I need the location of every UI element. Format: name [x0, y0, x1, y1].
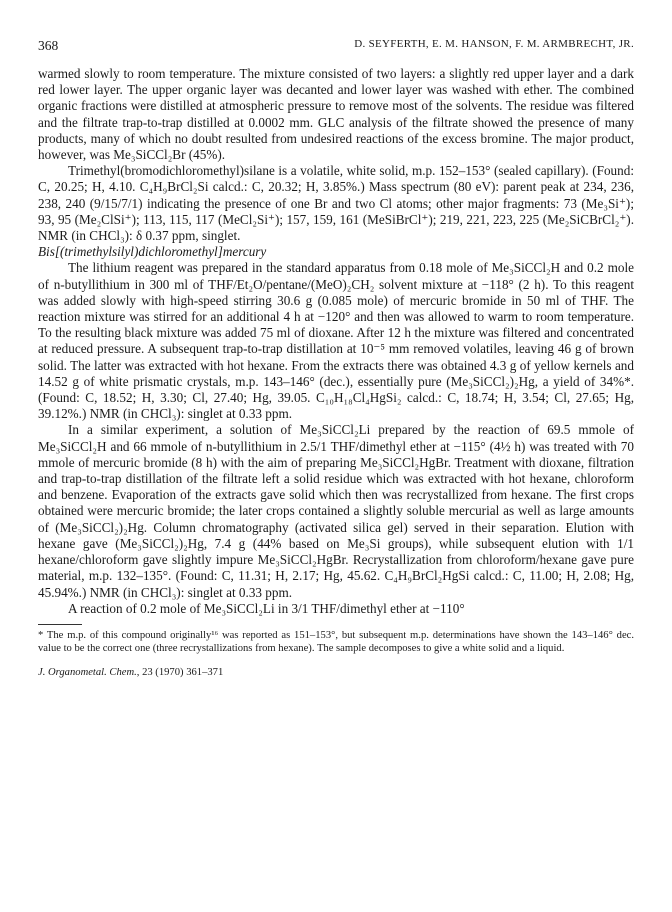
paragraph-lithium-reagent: The lithium reagent was prepared in the standard apparatus from 0.18 mole of Me₃SiCCl₂H and 0.2 mole of n-butyllithium in 300 ml of THF/Et₂O/pentane/(MeO)₂CH₂ solvent mixture at −118° (2 h). To this reagent was added slowly with high-speed stirring 30.6 g (0.085 mole) of mercuric bromide in 50 ml of THF. The reaction mixture was stirred for an additional 4 h at −120° and then was allowed to warm to room temperature. To the resulting black mixture was added 75 ml of dioxane. After 12 h the mixture was filtered and concentrated at reduced pressure. A subsequent trap-to-trap distillation at 10⁻⁵ mm removed volatiles, leaving 46 g of brown solid. The latter was extracted with hot hexane. From the extracts there was obtained 4.3 g of yellow kernels and 14.52 g of white prismatic crystals, m.p. 143–146° (dec.), essentially pure (Me₃SiCCl₂)₂Hg, a yield of 34%*. (Found: C, 18.52; H, 3.30; Cl, 27.40; Hg, 39.05. C₁₀H₁₈Cl₄HgSi₂ calcd.: C, 18.74; H, 3.54; Cl, 27.65; Hg, 39.12%.) NMR (in CHCl₃): singlet at 0.33 ppm. [38, 260, 634, 422]
journal-citation [38, 667, 634, 678]
running-authors: D. SEYFERTH, E. M. HANSON, F. M. ARMBRECHT, JR. [354, 38, 634, 50]
footnote [38, 629, 634, 655]
page-number: 368 [38, 38, 59, 53]
paragraph-reaction-start: A reaction of 0.2 mole of Me₃SiCCl₂Li in 3/1 THF/dimethyl ether at −110° [68, 600, 465, 616]
footnote-text: * The m.p. of this compound originally¹⁶ was reported as 151–153°, but subsequent m.p. determinations have shown the 143–146° dec. value to be the correct one (three recrystallizations from hexane). The sample decomposes to give a white solid and a liquid. [38, 629, 634, 654]
journal-page [38, 38, 634, 678]
footnote-rule [38, 624, 82, 625]
paragraph-similar-experiment: In a similar experiment, a solution of Me₃SiCCl₂Li prepared by the reaction of 69.5 mmole of Me₃SiCCl₂H and 66 mmole of n-butyllithium in 2.5/1 THF/dimethyl ether at −115° (4½ h) was treated with 70 mmole of mercuric bromide (8 h) with the aim of preparing Me₃SiCCl₂HgBr. Treatment with dioxane, filtration and trap-to-trap distillation of the filtrate left a solid residue which was extracted with hot hexane, chloroform and benzene. Evaporation of the extracts gave solid which then was recrystallized from hexane. The first crops obtained were mercuric bromide; the later crops contained a slightly soluble mercurial as well as large amounts of (Me₃SiCCl₂)₂Hg. Column chromatography (activated silica gel) served in their separation. Elution with hexane gave (Me₃SiCCl₂)₂Hg, 7.4 g (44% based on Me₃Si groups), while subsequent elution with 1/1 hexane/chloroform gave slightly impure Me₃SiCCl₂HgBr. Recrystallization from chloroform/hexane gave pure material, m.p. 132–135°. (Found: C, 11.31; H, 2.17; Hg, 45.62. C₄H₉BrCl₂HgSi calcd.: C, 11.00; H, 2.08; Hg, 45.94%.) NMR (in CHCl₃): singlet at 0.33 ppm. [38, 422, 634, 600]
paragraph-continued: warmed slowly to room temperature. The mixture consisted of two layers: a slightly red upper layer and a dark red lower layer. The upper organic layer was decanted and lower layer was washed with ether. The combined organic fractions were distilled at atmospheric pressure to remove most of the solvents. The residue was filtered and the filtrate trap-to-trap distilled at 0.0002 mm. GLC analysis of the filtrate showed the presence of many products, many of which no doubt resulted from undesired reactions of the excess bromine. The major product, however, was Me₃SiCCl₂Br (45%). [38, 66, 634, 163]
running-header [38, 38, 634, 58]
section-heading: Bis[(trimethylsilyl)dichloromethyl]mercury [38, 244, 267, 260]
journal-name: J. Organometal. Chem. [38, 666, 137, 678]
article-body [38, 66, 634, 617]
paragraph-silane-characterization: Trimethyl(bromodichloromethyl)silane is a volatile, white solid, m.p. 152–153° (sealed capillary). (Found: C, 20.25; H, 4.10. C₄H₉BrCl₂Si calcd.: C, 20.32; H, 3.85%.) Mass spectrum (80 eV): parent peak at 234, 236, 238, 240 (9/15/7/1) indicating the presence of one Br and two Cl atoms; other major fragments: 73 (Me₃Si⁺); 93, 95 (Me₂ClSi⁺); 113, 115, 117 (MeCl₂Si⁺); 157, 159, 161 (MeSiBrCl⁺); 219, 221, 223, 225 (Me₂SiCBrCl₂⁺). NMR (in CHCl₃): δ 0.37 ppm, singlet. [38, 163, 634, 244]
journal-volume-pages: , 23 (1970) 361–371 [136, 666, 224, 678]
